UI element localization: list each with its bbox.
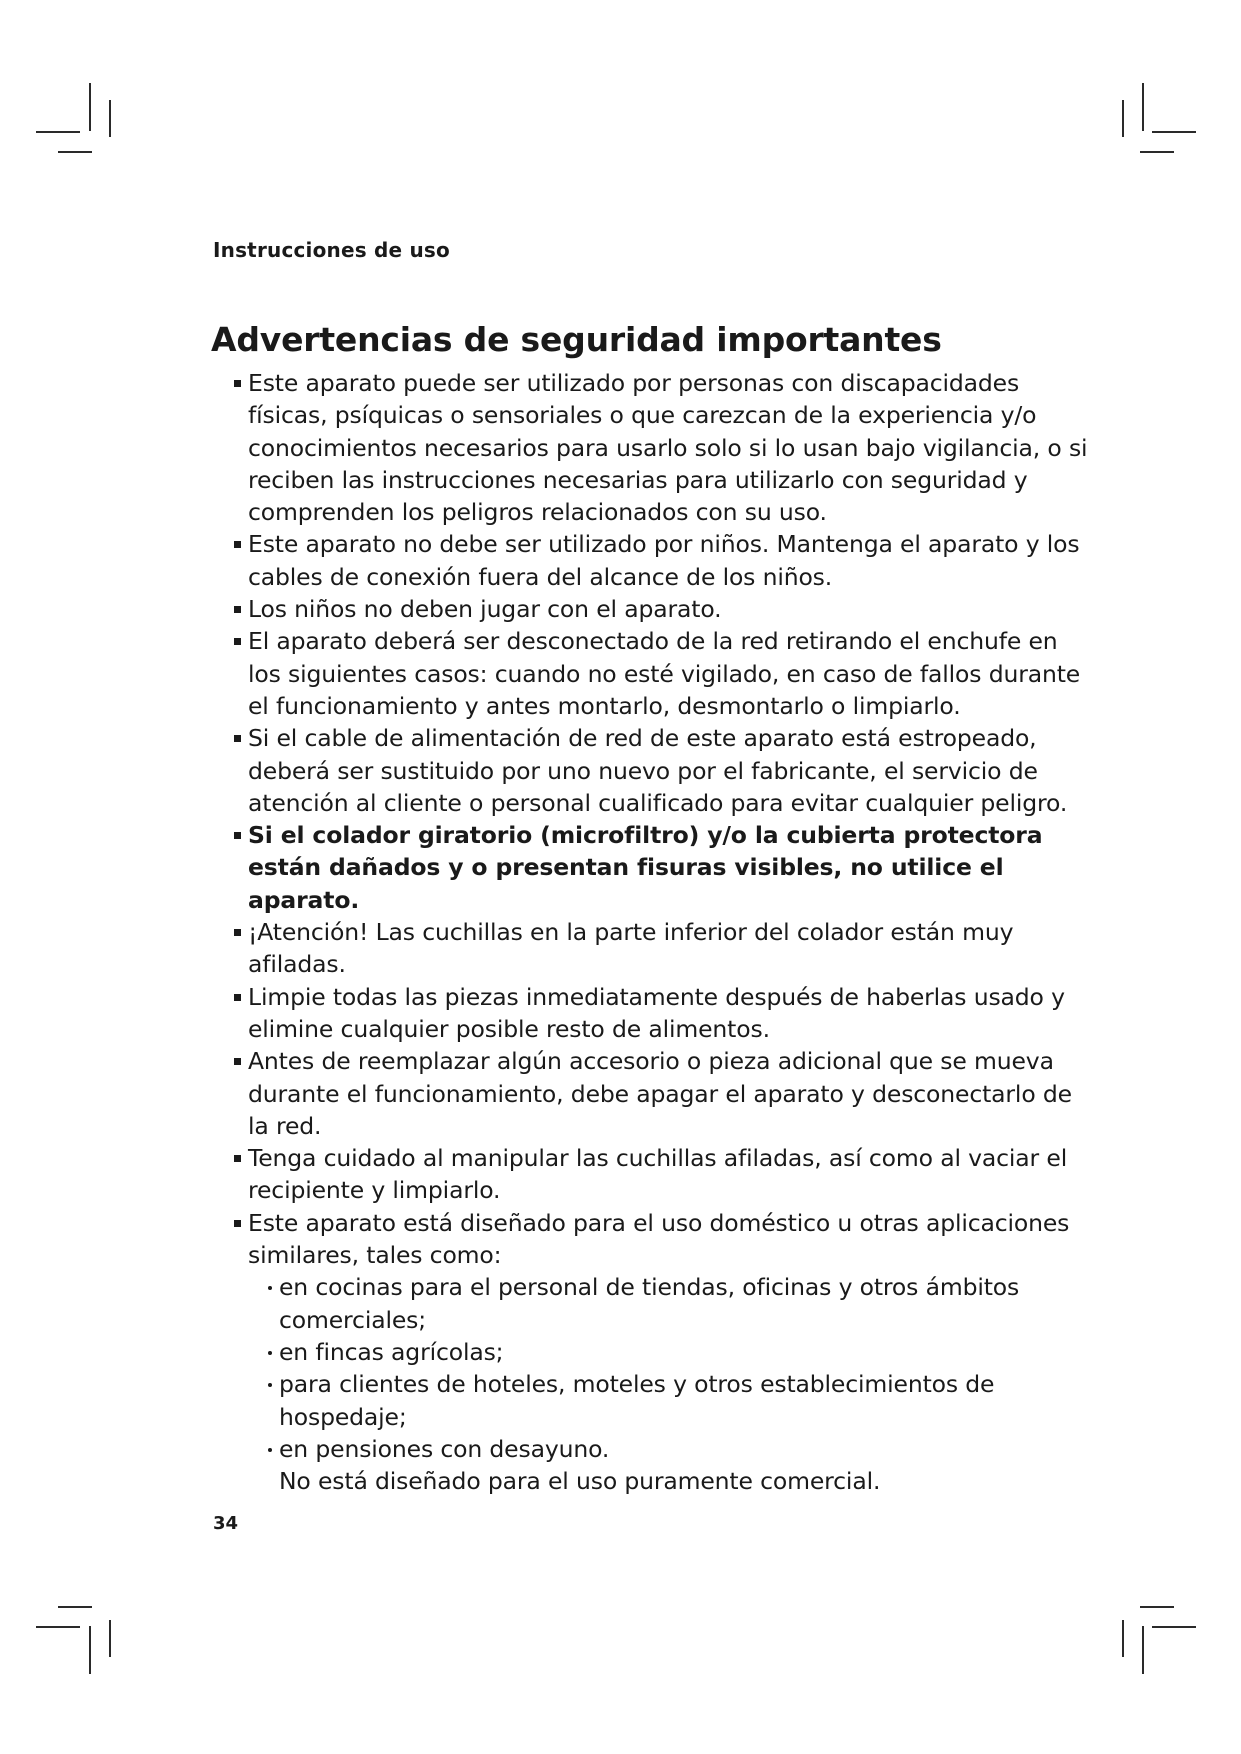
square-bullet-icon: [234, 735, 241, 742]
list-item: [230, 367, 1090, 528]
list-item-text: Los niños no deben jugar con el aparato.: [248, 595, 722, 624]
crop-mark: [89, 1626, 91, 1674]
list-item-text: Limpie todas las piezas inmediatamente después de haberlas usado y elimine cualquier posible resto de alimentos.: [248, 982, 1065, 1043]
square-bullet-icon: [234, 380, 241, 387]
dot-bullet-icon: [268, 1448, 272, 1452]
square-bullet-icon: [234, 994, 241, 1001]
crop-mark: [1122, 100, 1124, 137]
list-item-text: El aparato deberá ser desconectado de la red retirando el enchufe en los siguientes casos: cuando no esté vigilado, en caso de fallos durante el funcionamiento y antes montarlo, desmontarlo o limpiarlo.: [248, 627, 1081, 720]
crop-mark: [1140, 1606, 1174, 1608]
closing-note: No está diseñado para el uso puramente comercial.: [279, 1467, 881, 1496]
square-bullet-icon: [234, 832, 241, 839]
list-item-bold-warning: [230, 819, 1090, 916]
list-item-text: ¡Atención! Las cuchillas en la parte inferior del colador están muy afiladas.: [248, 918, 1014, 979]
page-number: 34: [213, 1513, 239, 1534]
crop-mark: [1140, 151, 1174, 153]
crop-mark: [58, 151, 92, 153]
crop-mark: [1152, 131, 1196, 133]
list-item: [230, 625, 1090, 722]
square-bullet-icon: [234, 638, 241, 645]
crop-mark: [109, 100, 111, 137]
square-bullet-icon: [234, 929, 241, 936]
list-item: [230, 528, 1090, 593]
list-item-text: Este aparato no debe ser utilizado por niños. Mantenga el aparato y los cables de conexión fuera del alcance de los niños.: [248, 530, 1080, 591]
sub-list-item-text: para clientes de hoteles, moteles y otros establecimientos de hospedaje;: [279, 1370, 995, 1431]
square-bullet-icon: [234, 1155, 241, 1162]
sub-list-item: [230, 1368, 1090, 1433]
crop-mark: [58, 1606, 92, 1608]
crop-mark: [109, 1620, 111, 1657]
list-item-text: Si el cable de alimentación de red de este aparato está estropeado, deberá ser sustituido por uno nuevo por el fabricante, el servicio de atención al cliente o personal cualificado para evitar cualquier peligro.: [248, 724, 1068, 817]
list-item: [230, 916, 1090, 981]
square-bullet-icon: [234, 1058, 241, 1065]
square-bullet-icon: [234, 1220, 241, 1227]
running-header: Instrucciones de uso: [213, 238, 450, 262]
section-title: Advertencias de seguridad importantes: [211, 320, 942, 359]
crop-mark: [36, 1626, 80, 1628]
list-item: [230, 1045, 1090, 1142]
dot-bullet-icon: [268, 1351, 272, 1355]
list-item-text: Tenga cuidado al manipular las cuchillas afiladas, así como al vaciar el recipiente y limpiarlo.: [248, 1144, 1068, 1205]
crop-mark: [1122, 1620, 1124, 1657]
sub-list-item-text: en fincas agrícolas;: [279, 1337, 504, 1366]
sub-list-item-text: en pensiones con desayuno.: [279, 1434, 610, 1463]
crop-mark: [1142, 1626, 1144, 1674]
list-item-text: Si el colador giratorio (microfiltro) y/o la cubierta protectora están dañados y o presentan fisuras visibles, no utilice el aparato.: [248, 821, 1043, 914]
crop-mark: [1142, 83, 1144, 131]
sub-list-item-text: en cocinas para el personal de tiendas, oficinas y otros ámbitos comerciales;: [279, 1273, 1020, 1334]
sub-list-item: [230, 1433, 1090, 1465]
list-item: [230, 593, 1090, 625]
crop-mark: [36, 131, 80, 133]
list-item: [230, 722, 1090, 819]
list-item: [230, 981, 1090, 1046]
list-item-text: Este aparato puede ser utilizado por personas con discapacidades físicas, psíquicas o sensoriales o que carezcan de la experiencia y/o conocimientos necesarios para usarlo solo si lo usan bajo vigilancia, o si reciben las instrucciones necesarias para utilizarlo con seguridad y comprenden los peligros relacionados con su uso.: [248, 369, 1088, 527]
sub-list-item: [230, 1271, 1090, 1336]
list-item: [230, 1207, 1090, 1272]
list-item-text: Este aparato está diseñado para el uso doméstico u otras aplicaciones similares, tales como:: [248, 1208, 1070, 1270]
dot-bullet-icon: [268, 1383, 272, 1387]
list-item: [230, 1142, 1090, 1207]
sub-list-item: [230, 1336, 1090, 1368]
square-bullet-icon: [234, 606, 241, 613]
list-item-text: Antes de reemplazar algún accesorio o pieza adicional que se mueva durante el funcionamiento, debe apagar el aparato y desconectarlo de la red.: [248, 1047, 1072, 1140]
crop-mark: [89, 83, 91, 131]
square-bullet-icon: [234, 541, 241, 548]
safety-warnings-list: [230, 367, 1090, 1497]
dot-bullet-icon: [268, 1286, 272, 1290]
crop-mark: [1152, 1626, 1196, 1628]
